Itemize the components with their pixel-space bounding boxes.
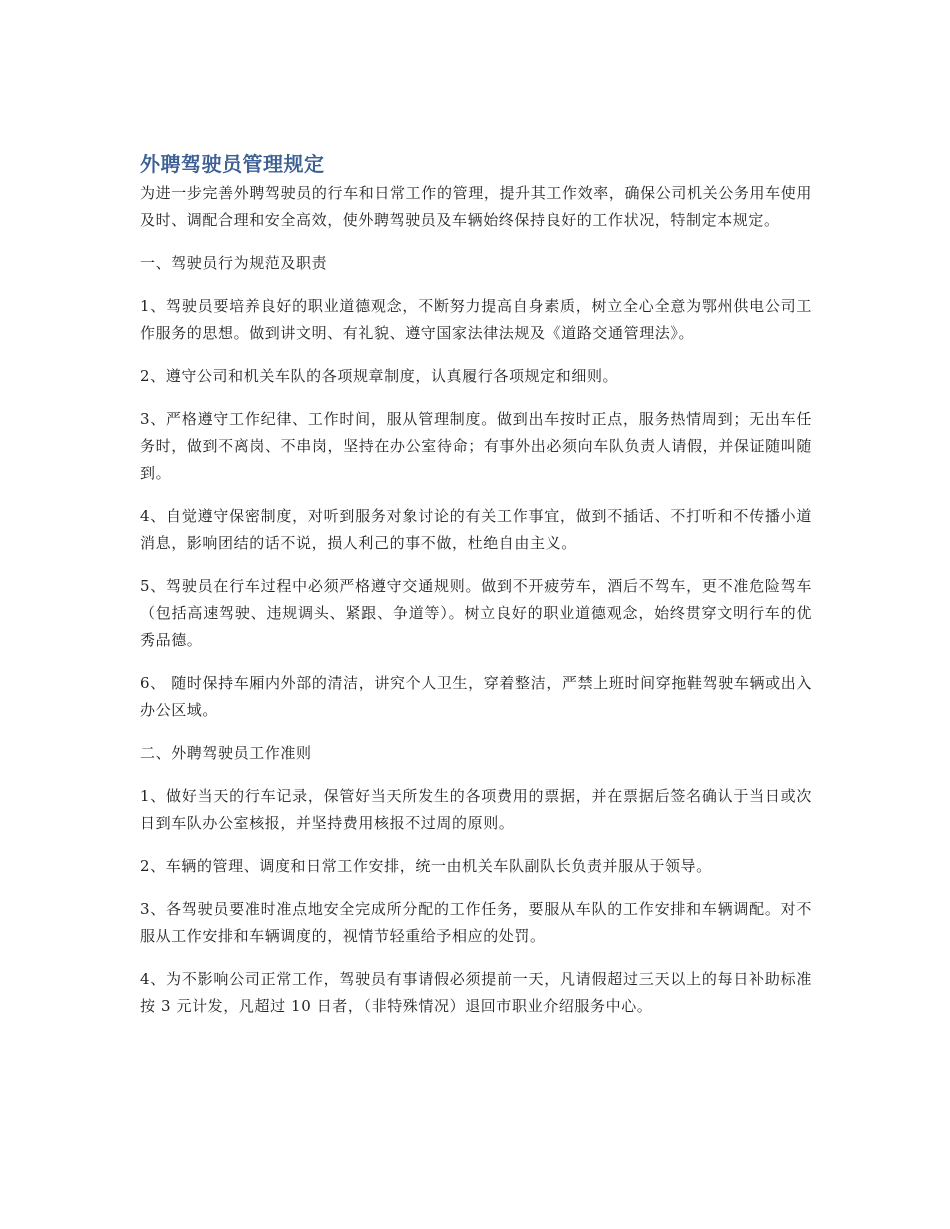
document-title: 外聘驾驶员管理规定 [140,152,325,176]
document-page [140,150,812,1036]
list-item: 2、遵守公司和机关车队的各项规章制度，认真履行各项规定和细则。 [140,367,619,385]
section-heading: 一、驾驶员行为规范及职责 [140,254,328,272]
list-item: 4、自觉遵守保密制度，对听到服务对象讨论的有关工作事宜，做到不插话、不打听和不传播小道消息，影响团结的话不说，损人利己的事不做，杜绝自由主义。 [140,507,812,552]
intro-paragraph: 为进一步完善外聘驾驶员的行车和日常工作的管理，提升其工作效率，确保公司机关公务用车使用及时、调配合理和安全高效，使外聘驾驶员及车辆始终保持良好的工作状况，特制定本规定。 [140,184,812,229]
list-item: 2、车辆的管理、调度和日常工作安排，统一由机关车队副队长负责并服从于领导。 [140,857,712,875]
list-item: 3、各驾驶员要准时准点地安全完成所分配的工作任务，要服从车队的工作安排和车辆调配。对不服从工作安排和车辆调度的，视情节轻重给予相应的处罚。 [140,900,812,945]
list-item: 5、驾驶员在行车过程中必须严格遵守交通规则。做到不开疲劳车，酒后不驾车，更不准危险驾车（包括高速驾驶、违规调头、紧跟、争道等）。树立良好的职业道德观念，始终贯穿文明行车的优秀品德。 [140,577,812,649]
list-item: 6、 随时保持车厢内外部的清洁，讲究个人卫生，穿着整洁，严禁上班时间穿拖鞋驾驶车辆或出入办公区域。 [140,674,812,719]
section-heading: 二、外聘驾驶员工作准则 [140,744,312,762]
list-item: 4、为不影响公司正常工作，驾驶员有事请假必须提前一天，凡请假超过三天以上的每日补助标准按 3 元计发，凡超过 10 日者，（非特殊情况）退回市职业介绍服务中心。 [140,970,812,1015]
list-item: 1、做好当天的行车记录，保管好当天所发生的各项费用的票据，并在票据后签名确认于当日或次日到车队办公室核报，并坚持费用核报不过周的原则。 [140,787,812,832]
list-item: 3、严格遵守工作纪律、工作时间，服从管理制度。做到出车按时正点，服务热情周到；无出车任务时，做到不离岗、不串岗，坚持在办公室待命；有事外出必须向车队负责人请假，并保证随叫随到。 [140,410,812,482]
list-item: 1、驾驶员要培养良好的职业道德观念，不断努力提高自身素质，树立全心全意为鄂州供电公司工作服务的思想。做到讲文明、有礼貌、遵守国家法律法规及《道路交通管理法》。 [140,297,812,342]
